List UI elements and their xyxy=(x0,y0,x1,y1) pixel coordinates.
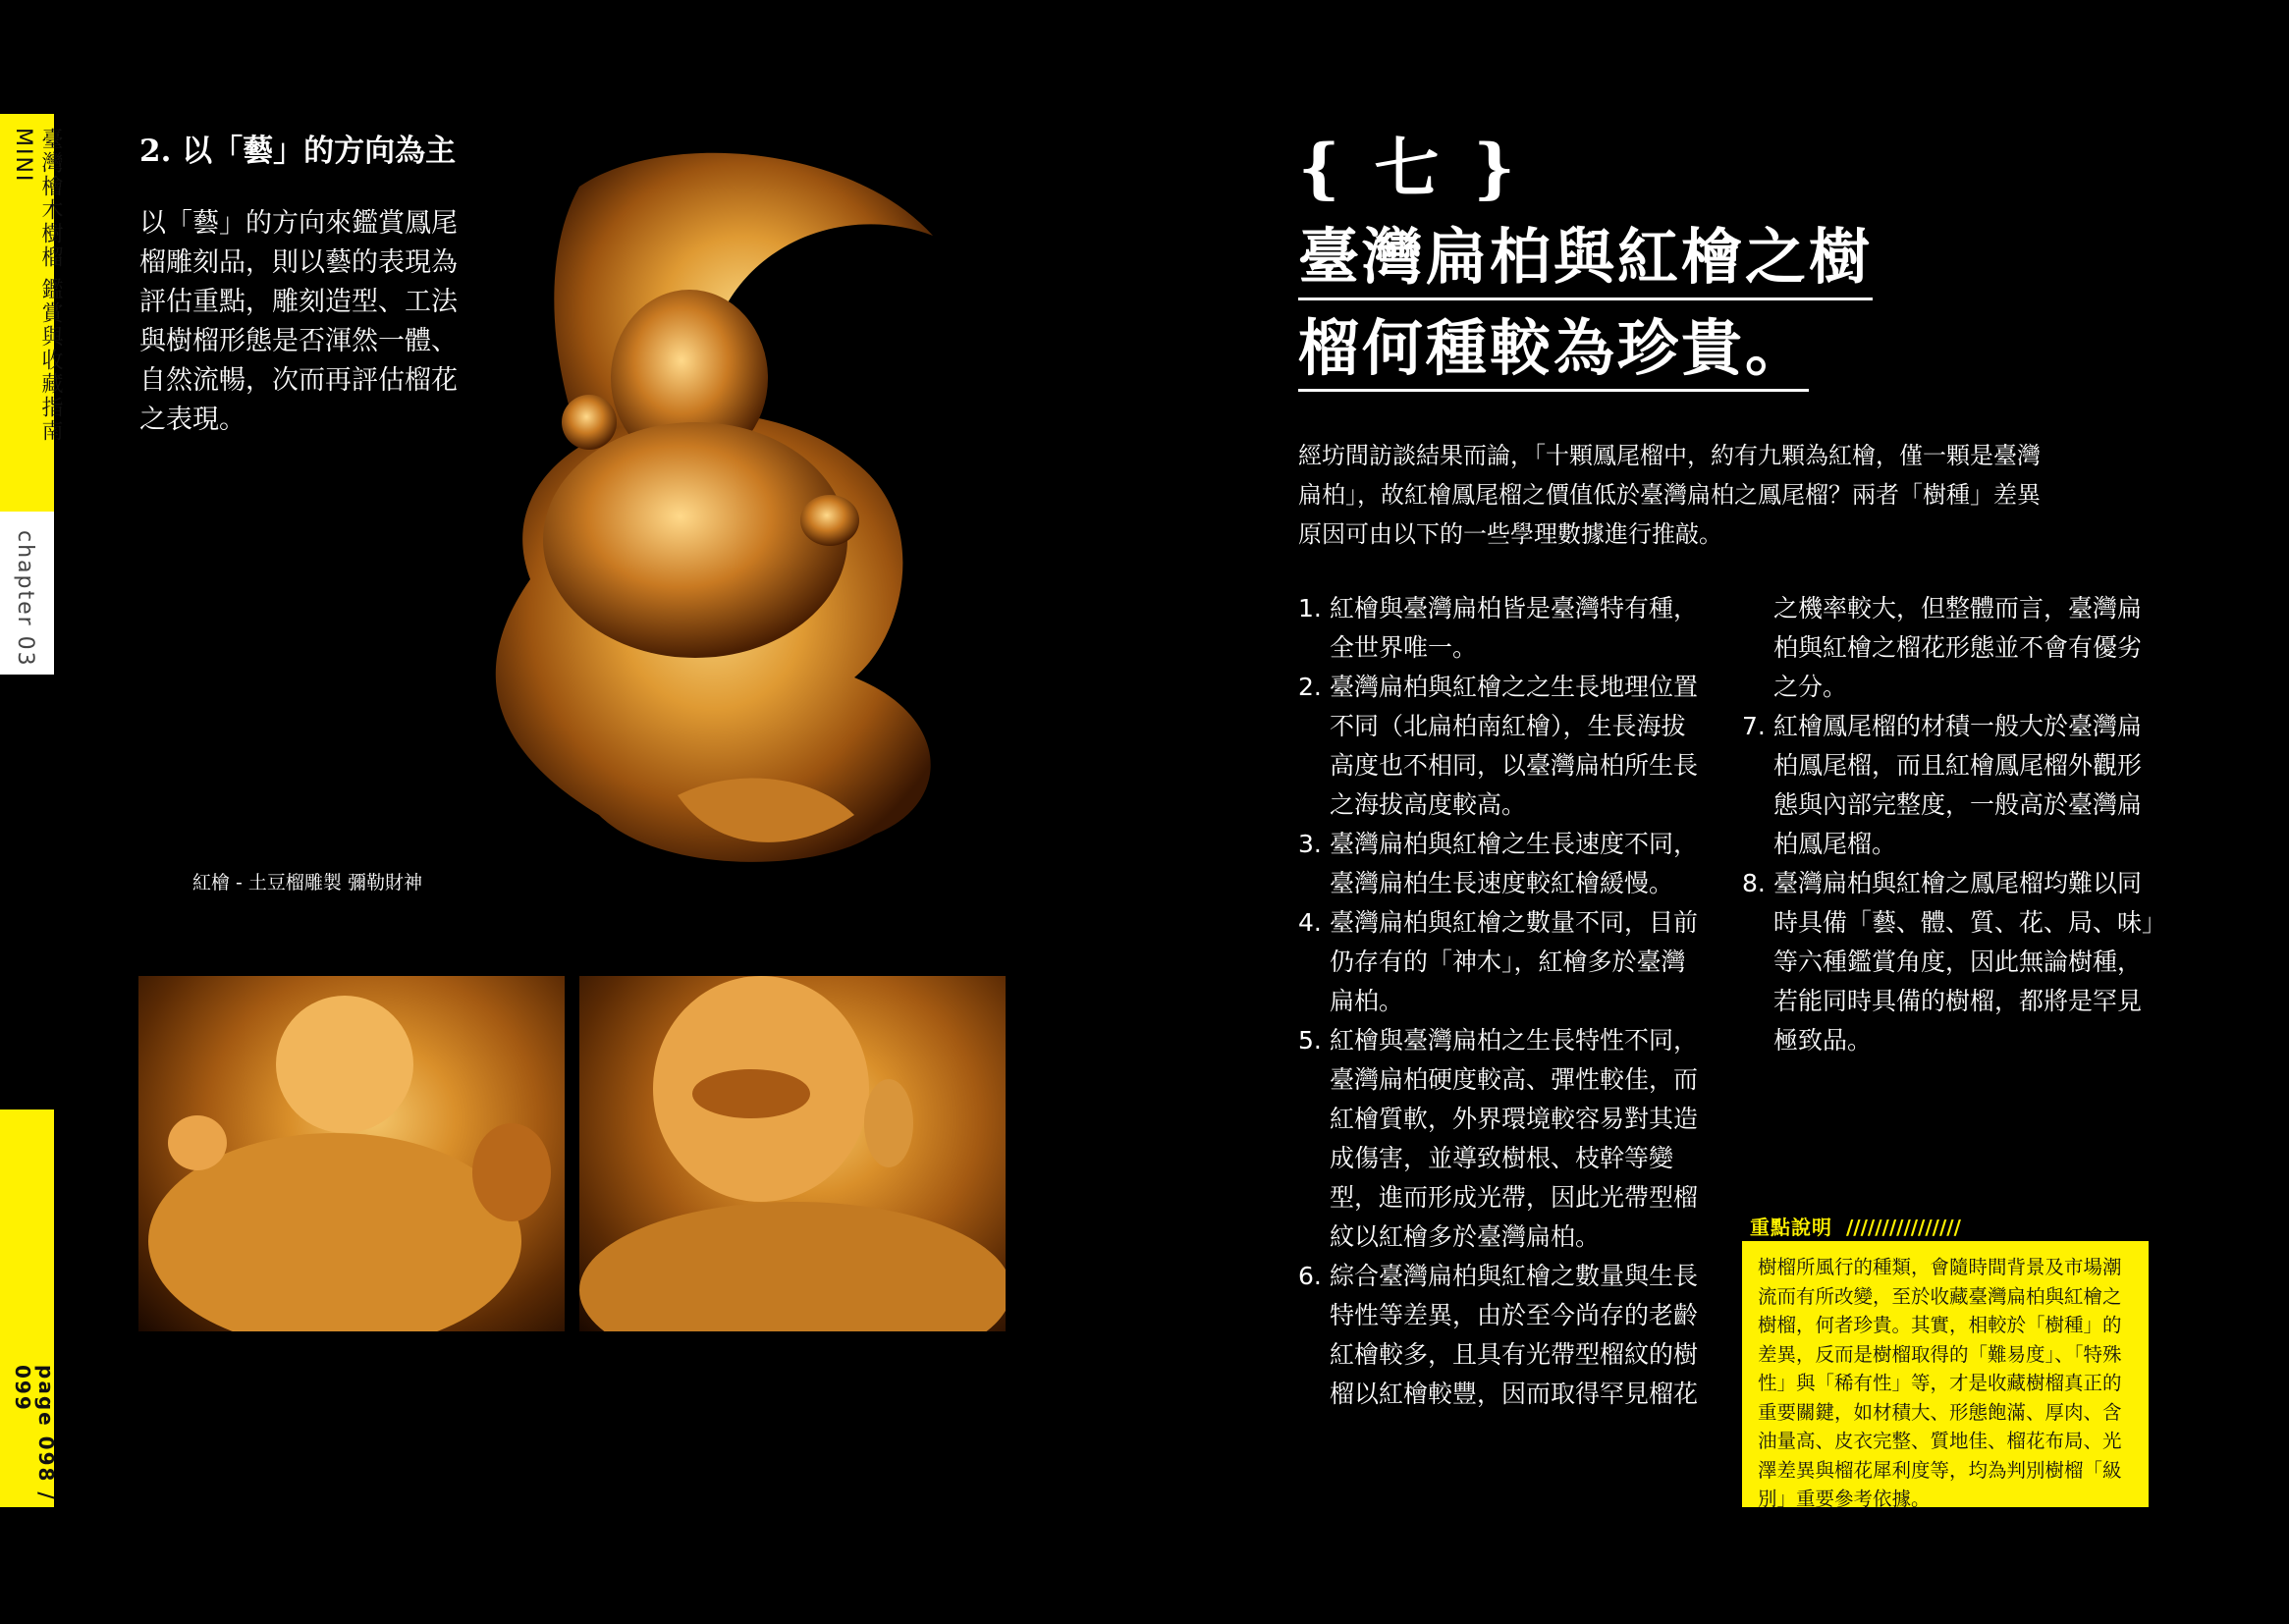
list-item xyxy=(1298,825,1706,903)
page-number: page 098 / 099 xyxy=(11,1365,58,1501)
detail-illustration-b xyxy=(579,976,1006,1331)
list-item-number: 1. xyxy=(1298,594,1322,623)
list-item-text: 紅檜與臺灣扁柏之生長特性不同，臺灣扁柏硬度較高、彈性較佳，而紅檜質軟，外界環境較容易對其造成傷害，並導致樹根、枝幹等變型，進而形成光帶，因此光帶型榴紋以紅檜多於臺灣扁柏。 xyxy=(1330,1026,1699,1251)
photo-caption: 紅檜 - 土豆榴雕製 彌勒財神 xyxy=(192,872,422,893)
list-item-text: 紅檜鳳尾榴的材積一般大於臺灣扁柏鳳尾榴，而且紅檜鳳尾榴外觀形態與內部完整度，一般高於臺灣扁柏鳳尾榴。 xyxy=(1773,712,2143,858)
list-item xyxy=(1298,903,1706,1021)
list-item-text: 綜合臺灣扁柏與紅檜之數量與生長特性等差異，由於至今尚存的老齡紅檜較多，且具有光帶型榴紋的樹榴以紅檜較豐，因而取得罕見榴花 xyxy=(1330,1262,1699,1408)
list-item-number: 5. xyxy=(1298,1026,1322,1055)
note-box xyxy=(1742,1241,2149,1510)
list-item-number: 2. xyxy=(1298,673,1322,701)
list-item-text: 臺灣扁柏與紅檜之之生長地理位置不同（北扁柏南紅檜），生長海拔高度也不相同，以臺灣扁柏所生長之海拔高度較高。 xyxy=(1330,673,1699,819)
list-item xyxy=(1742,707,2154,864)
list-item xyxy=(1298,589,1706,668)
list-item-number: 7. xyxy=(1742,712,1766,740)
intro-paragraph: 經坊間訪談結果而論，「十顆鳳尾榴中，約有九顆為紅檜，僅一顆是臺灣扁柏」，故紅檜鳳尾榴之價值低於臺灣扁柏之鳳尾榴？兩者「樹種」差異原因可由以下的一些學理數據進行推敲。 xyxy=(1298,442,2041,548)
list-item-text: 臺灣扁柏與紅檜之鳳尾榴均難以同時具備「藝、體、質、花、局、味」等六種鑑賞角度，因此無論樹種，若能同時具備的樹榴，都將是罕見極致品。 xyxy=(1773,869,2154,1055)
point-list-column-1 xyxy=(1298,589,1706,1414)
note-body: 樹榴所風行的種類，會隨時間背景及市場潮流而有所改變，至於收藏臺灣扁柏與紅檜之樹榴，何者珍貴。其實，相較於「樹種」的差異，反而是樹榴取得的「難易度」、「特殊性」與「稀有性」等，才是收藏樹榴真正的重要關鍵，如材積大、形態飽滿、厚肉、含油量高、皮衣完整、質地佳、榴花布局、光澤差異與榴花犀利度等，均為判別樹榴「級別」重要參考依據。 xyxy=(1758,1256,2122,1510)
left-heading: 2. 以「藝」的方向為主 xyxy=(139,134,457,169)
list-item-text: 臺灣扁柏與紅檜之生長速度不同，臺灣扁柏生長速度較紅檜緩慢。 xyxy=(1330,830,1699,897)
list-item-number: 4. xyxy=(1298,908,1322,937)
section-title-line-1: 臺灣扁柏與紅檜之樹 xyxy=(1298,208,1873,300)
detail-illustration-a xyxy=(138,976,565,1331)
list-item-number: 6. xyxy=(1298,1262,1322,1290)
main-carving-photo xyxy=(442,128,1051,913)
series-title: 臺灣檜木樹榴 鑑賞與收藏指南 MINI xyxy=(11,128,63,443)
left-paragraph: 以「藝」的方向來鑑賞鳳尾榴雕刻品，則以藝的表現為評估重點，雕刻造型、工法與樹榴形態是否渾然一體、自然流暢，次而再評估榴花之表現。 xyxy=(139,208,458,435)
list-item xyxy=(1298,668,1706,825)
list-item-continuation: 之機率較大，但整體而言，臺灣扁柏與紅檜之榴花形態並不會有優劣之分。 xyxy=(1773,594,2143,701)
note-title: 重點說明 xyxy=(1750,1216,1832,1239)
chapter-label: chapter 03 xyxy=(13,530,37,668)
list-item xyxy=(1298,1021,1706,1257)
list-item-number: 8. xyxy=(1742,869,1766,897)
list-item xyxy=(1742,864,2154,1060)
note-heading xyxy=(1750,1212,1961,1240)
detail-photo-face xyxy=(579,976,1006,1331)
list-item-text: 臺灣扁柏與紅檜之數量不同，目前仍存有的「神木」，紅檜多於臺灣扁柏。 xyxy=(1330,908,1699,1015)
point-list-column-2 xyxy=(1742,589,2154,1060)
carving-illustration xyxy=(442,128,1051,913)
list-item xyxy=(1298,1257,1706,1414)
section-title-line-2: 榴何種較為珍貴。 xyxy=(1298,299,1809,392)
detail-photo-laughing xyxy=(138,976,565,1331)
note-slashes: //////////////// xyxy=(1846,1216,1961,1239)
list-item-number: 3. xyxy=(1298,830,1322,858)
list-item-text: 紅檜與臺灣扁柏皆是臺灣特有種，全世界唯一。 xyxy=(1330,594,1699,662)
section-number: { 七 } xyxy=(1298,130,1521,206)
